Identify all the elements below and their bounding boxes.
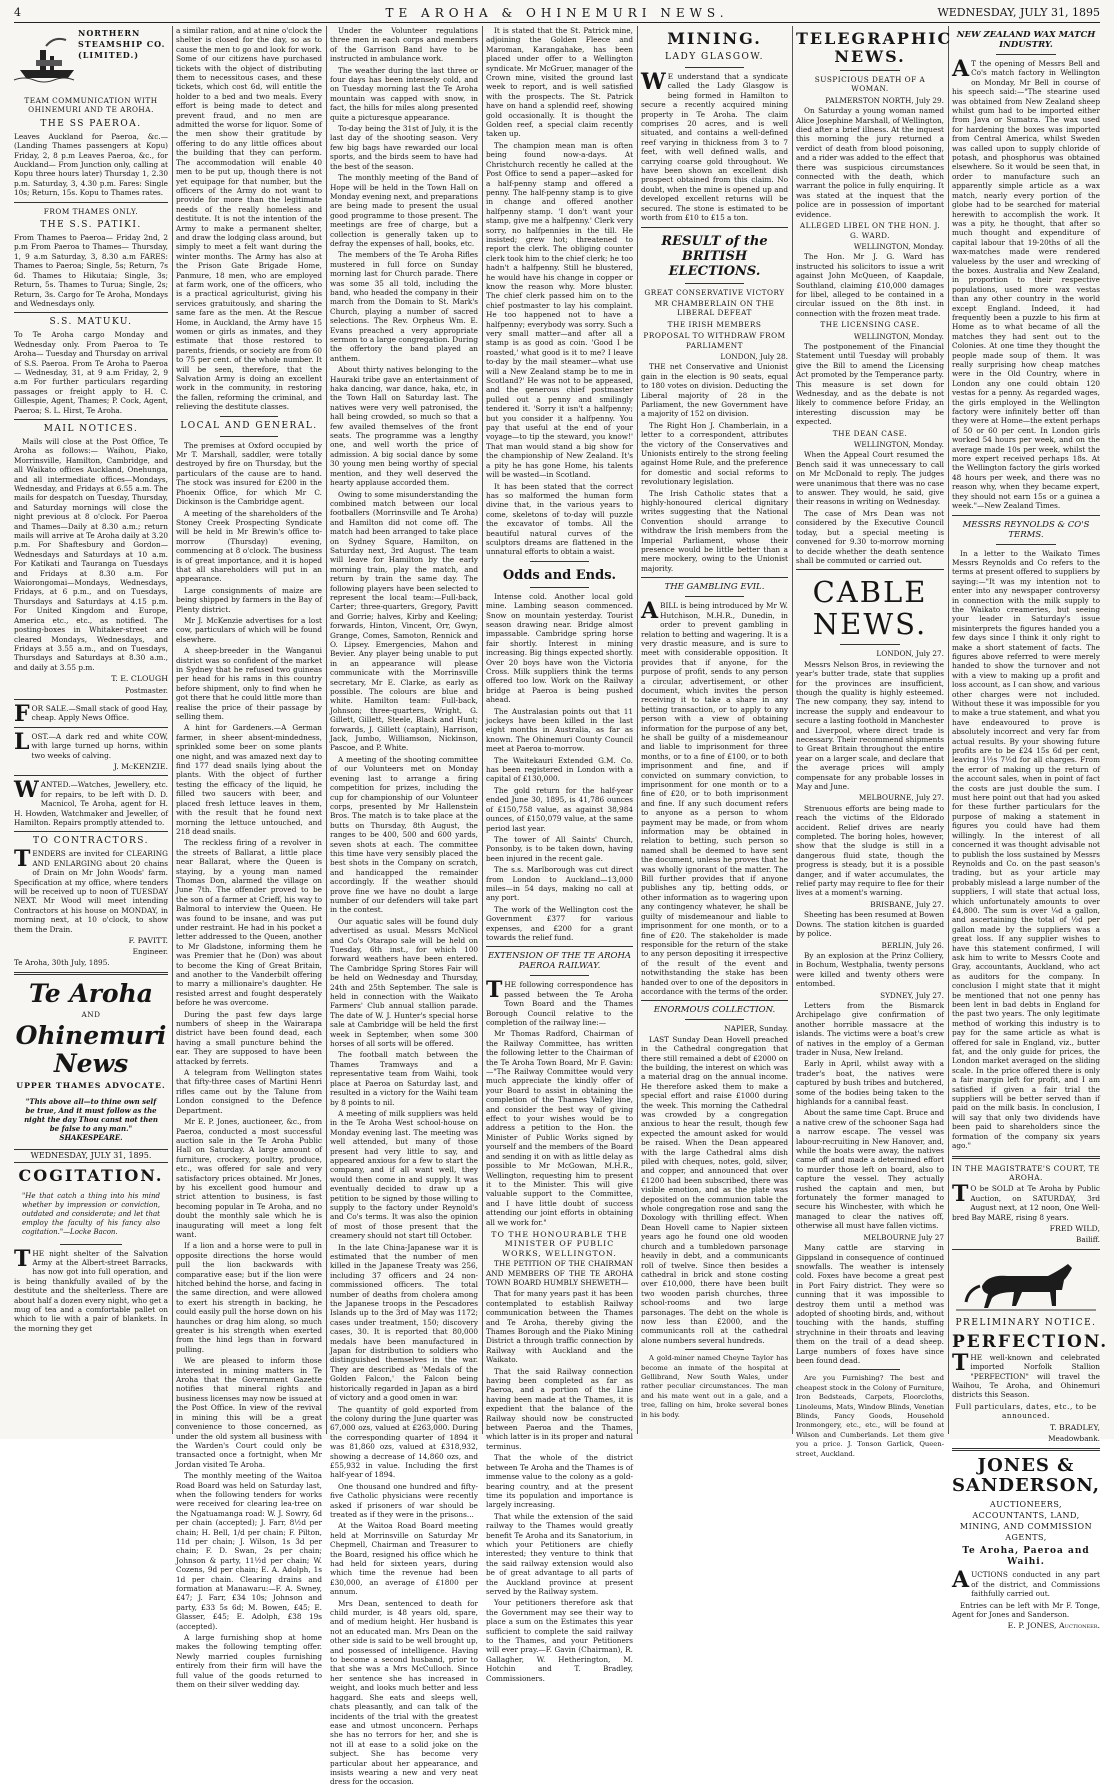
article-paragraph: Full particulars, dates, etc., to be announced.	[955, 1401, 1097, 1421]
divider	[14, 419, 168, 420]
divider	[996, 54, 1055, 55]
running-title: TE AROHA & OHINEMURI NEWS.	[385, 6, 729, 20]
subheading: SUSPICIOUS DEATH OF A WOMAN.	[814, 75, 926, 94]
classified-ad: LOST.—A dark red and white COW, with large turned up horns, within two weeks of calving.	[14, 728, 168, 760]
divider	[840, 70, 899, 71]
ship-name: S.S. MATUKU.	[49, 317, 133, 328]
article-paragraph: A meeting of the shareholders of the Stoney Creek Prospecting Syndicate will be held in Mr Brewin's office to-morrow (Thursday) evening, commencing at 8 o'clock. The business is of great importance, and it is hoped that all shareholders will put in an appearance.	[176, 508, 322, 584]
dateline: BRISBANE, July 27.	[870, 899, 944, 909]
article-paragraph: That while the extension of the said railway to the Thames would greatly benefit Te Aroha and its Sanatorium, in which your Petitioners are chiefly interested; they venture to think that the said railway extension would also be of great advantage to all parts of the Auckland province at present served by the Railway system.	[486, 1511, 633, 1596]
advertiser-services: AUCTIONEERS, ACCOUNTANTS, LAND, MINING, AND COMMISSION AGENTS,	[959, 1500, 1093, 1543]
article-paragraph: Large consignments of maize are being shipped by farmers in the Bay of Plenty district.	[176, 585, 322, 614]
article-paragraph: Many cattle are starving in Gippsland in consequence of continued snowfalls. The weather is intensely cold. Foxes have become a great pest in Port Fairy district. They were so cunning that it was impossible to destroy them until a method was adopted of shooting birds, and, without touching with the hands, stuffing strychnine in their throats and leaving them on the trail of a dead sheep. Large numbers of foxes have since been found dead.	[796, 1243, 944, 1365]
odds-and-ends: Intense cold. Another local gold mine. Lambing season commenced. Snow on mountain yesterday. Tourist season drawing near. Bridge almost impassable. Cambridge spring horse fair shortly. Interest in mining increasing. Big things expected shortly. Over 20 boys have won the Victoria Cross. Milk suppliers think the terms offered too low. Work on the Railway bridge at Paeroa is being pushed ahead.	[486, 591, 633, 705]
article-paragraph: That the whole of the district between Te Aroha and the Thames is of immense value to the colony as a gold-bearing country, and at the present time its population and importance is largely increasing.	[486, 1453, 633, 1510]
article-paragraph: The monthly meeting of the Waitoa Road Board was held on Saturday last, when the following tenders for works were received for clearing lea-tree on the Ngatuamanga road: W. J. Sowry, 6d per chain (accepted); J. Farr, 8½d per chain; H. Bell, 1/d per chain; F. Pilton, 11d per chain; J. Wilson, 1s 3d per chain; F. D. Swan, 2s per chain; Johnson & party, 11½d per chain; W. Cozens, 9d per chain; E. A. Adolph, 1s 1d per chain. Clearing drains and formation at Manawaru:—F. A. Swney, £47; J. Farr, £34 10s; Johnson and party, £33 5s 6d; M. Bowen, £45; E. Glasser, £45; E. Adolph, £38 19s (accepted).	[176, 1471, 322, 1631]
article-paragraph: WE understand that a syndicate called the Lady Glasgow is being formed in Hamilton to secure a recently acquired mining property in Te Aroha. The claim comprises 20 acres, and is well situated, and contains a well-defined reef varying in thickness from 3 to 7 feet, with well defined walls, and carrying coarse gold throughout. We have been shown an excellent dish prospect obtained from this claim. No doubt, when the mine is opened up and developed excellent returns will be secured. The stone is estimated to be worth from £10 to £15 a ton.	[641, 69, 788, 223]
section-heading: TO CONTRACTORS.	[33, 836, 149, 847]
article-paragraph: The tower of All Saints' Church, Ponsonby, is to be taken down, having been injured in the recent gale.	[486, 834, 633, 863]
article-paragraph: LAST Sunday Dean Hovell preached in the Cathedral congregation that there still remained a debt of £2000 on the building, the interest on which was a material drag on the annual income. He therefore asked them to make a special effort and raise £1000 during the week. This morning the Cathedral was crowded by a congregation anxious to hear the result, though few expected the amount asked for would be raised. When the Dean appeared with the large Cathedral alms dish piled with cheques, notes, gold, silver, and copper, and announced that over £1200 had been subscribed, there was visible emotion, and as the plate was deposited on the communion table the whole congregation rose and sang the Doxology with thrilling effect. When Dean Hovell came to Napier sixteen years ago he found one old wooden church and a tumbledown parsonage heavily in debt, and a communicants roll of twelve. Since then besides a cathedral in brick and stone costing over £10,000, there have been built two wooden parish churches, three school-rooms and two large parsonages. The debt on the whole is now less than £2000, and the communicants roll at the cathedral alone numbers several hundreds.	[641, 1034, 788, 1345]
subheading: THE LICENSING CASE.	[820, 320, 920, 330]
article-paragraph: The postponement of the Financial Statement until Tuesday will probably give the Bill to amend the Licensing Act promoted by the Temperance party. This measure is set down for Wednesday, and as the debate is not likely to commence before Friday, an interesting discussion may be expected.	[796, 341, 944, 427]
article-paragraph: That for many years past it has been contemplated to establish Railway communication between the Thames and Te Aroha, thereby giving the Thames Borough and the Piako Mining District a through traffic connection by Railway with Auckland and the Waikato.	[486, 1289, 633, 1365]
newspaper-date: WEDNESDAY, JULY 31, 1895.	[14, 1149, 168, 1162]
steamship-title: NORTHERN STEAMSHIP CO. (LIMITED.)	[78, 28, 166, 60]
article-paragraph: It has been stated that the correct has so malformed the human form divine that, in the various years to come, skeletons of to-day will puzzle the excavator of tombs. All the beautiful natural curves of the sculptors dreams are flattened in the unnatural efforts to obtain a waist.	[486, 481, 633, 557]
article-paragraph: Our aquatic sales will be found duly advertised as usual. Messrs McNicol and Co's Otarapo sale will be held on Tuesday, 6th inst., for which 100 forward weathers have been entered. The Cambridge Spring Stores Fair will be held on Wednesday and Thursday, 24th and 25th September. The sale is held in connection with the Waikato Farmers' Club annual stallion parade. The date of W. J. Hunter's special horse sale at Cambridge will be held the first week in September, when some 300 horses of all sorts will be offered.	[330, 916, 478, 1049]
article-paragraph: AT the opening of Messrs Bell and Co's match factory in Wellington on Monday, Mr Bell in course of his speech said:—"The stearine used was obtained from New Zealand sheep whilst gum had to be imported either from Java or Sumatra. The wax used for hardening the boxes was imported from Central America, whilst Sweden was called upon to supply chloride of potash, and phosphorus was obtained elsewhere. So it would be seen that, in order to manufacture such an apparently simple article as a wax match, nearly every portion of the globe had to be searched for material herewith to accomplish the work. It was a pity, he thought, that after so much thought and expenditure of capital labour that 19-20ths of all the wax-matches made were rendered valueless by the user and wrecking of the boxes. Australia and New Zealand, in proportion to their respective populations, used more wax vestas than any other country in the world except England. Indeed, it had frequently been a puzzle to his firm at Home as to what became of all the matches they had sent out to the Colonies. At one time they thought the people made soup of them. It was really surprising how cheap matches were in the Old Country, where in London any one could obtain 120 vestas for a penny. As regarded wages, the girls employed in the Wellington factory were infinitely better off than they were at Home—the extent perhaps of 50 or 60 per cent. In London girls worked 54 hours per week, and on the average made 10s per week, whilst the more expert received perhaps 18s. At the Wellington factory the girls worked 48 hours per week, and there was no reason why, when they became expert, they should not earn 15s or a guinea a week."—New Zealand Times.	[952, 56, 1100, 511]
petition-heading: TO THE HONOURABLE THE MINISTER OF PUBLIC WORKS, WELLINGTON.	[491, 1229, 628, 1258]
divider	[14, 699, 168, 700]
divider	[220, 436, 278, 437]
signature-title: Bailiff.	[1076, 1235, 1100, 1245]
article-paragraph: The premises at Oxford occupied by Mr T. Marshall, saddler, were totally destroyed by fire on Thursday, but the particulars of the cause are to hand. The stock was insured for £200 in the Phoenix Office, for which Mr C. Dickinson is the Cambridge agent.	[176, 440, 322, 507]
classified-ad: WANTED.—Watches, Jewellery, etc. for repairs, to be left with D. D. Macnicol, Te Aroha, agent for H. H. Howden, Watchmaker and Jeweller, of Hamilton. Repairs promptly attended to.	[14, 777, 168, 827]
article-paragraph: Mr E. P. Jones, auctioneer, &c., from Paeroa, conducted a most successful auction sale in the Te Aroha Public Hall on Saturday. A large amount of furniture, crockery, poultry, produce, etc., was offered for sale and very satisfactory prices obtained. Mr Jones, by his excellent good humour and strict attention to business, is fast becoming popular in Te Aroha, and no doubt the monthly sale which he is inaugurating will meet a long felt want.	[176, 1117, 322, 1239]
divider	[996, 544, 1055, 545]
editorial-title: COGITATION.	[18, 1165, 164, 1185]
divider	[952, 515, 1100, 516]
editorial-quote: "He that catch a thing into his mind whether by impression or conviction, outdated and considerate; and let that employ the faculty of his fancy also cogitation."—Locke Bacon.	[22, 1191, 160, 1236]
article-paragraph: A gold-miner named Cheyne Taylor has become an inmate of the hospital at Gellibrand, New South Wales, under rather peculiar circumstances. The man and his mate went out in a gale, and a tree, falling on him, broke several bones in his body.	[641, 1354, 788, 1419]
motto: "This above all—to thine own self be true, And it must follow as the night the day Thou canst not then be false to any man." SHAKESPEARE.	[24, 1097, 158, 1143]
article-paragraph: One thousand one hundred and fifty-five Catholic physicians were recently asked if prisoners of war should be treated as if they were in the prisons...	[330, 1481, 478, 1519]
article-paragraph: The Hon. Mr J. G. Ward has instructed his solicitors to issue a writ against John McQueen, of Kaapdale, Southland, claiming £10,000 damages for libel, alleged to be contained in a circular issued on the 8th inst. in connection with the frozen meat trade.	[796, 252, 944, 318]
article-paragraph: A meeting of the shooting committee of our Volunteers met on Monday evening last to arrange a firing competition for prizes, including the cup for championship of our Volunteer corps, presented by Mr Hallenstein Bros. The match is to take place at the butts on Thursday, 8th August, the ranges to be 400, 500 and 600 yards, seven shots at each. The committee this time have very sensibly placed the best shots in the Company on scratch, and handicapped the remainder accordingly. If the weather should prove fine we have no doubt a large number of our defenders will take part in the contest.	[330, 754, 478, 915]
article-paragraph: It is stated that the St. Patrick mine, adjoining the Golden Fleece and Maroman, Karangahake, has been placed under offer to a Wellington syndicate. Mr McGruer, manager of the Crown mine, visited the ground last week to report, and is well satisfied with the prospects. The St. Patrick have on hand a splendid reef, showing gold occasionally. It is thought the Golden reef, a special claim recently taken up.	[486, 26, 633, 139]
divider	[840, 1369, 899, 1370]
article-paragraph: A hint for Gardeners.—A German farmer, in sheer absent-mindedness, sprinkled some beer on some plants one night, and was amazed next day to find 177 dead snails lying about the plants. With the object of further testing the efficacy of the liquid, he filled two saucers with beer, and placed fresh lettuce leaves in them, with the result that he found next morning the lettuce untouched, and 218 dead snails.	[176, 723, 322, 836]
dateline: WELLINGTON, Monday.	[853, 331, 944, 341]
column-rule	[637, 26, 638, 1434]
page-header	[14, 4, 1100, 23]
article-paragraph: The reckless firing of a revolver in the streets of Ballarat, a little place near Ballarat, where the Queen is staying, by a young man named Thomas Don, alarmed the village on June 7th. The offender proved to be the son of a farmer at Crieff, his way to Balmoral to interview the Queen. He was found to be insane, and was put under restraint. He had in his pocket a letter addressed to the Queen, another to Mr Gladstone, informing them he was Premier that he (Don) was about to become the King of Great Britain, and another to the Vanderbilt offering to marry a millionaire's daughter. He resisted arrest and fought desperately before he was overcome.	[176, 838, 322, 1008]
dateline: LONDON, July 28.	[720, 351, 788, 361]
article-paragraph: The s.s. Marlborough was cut direct from London to Auckland—13,000 miles—in 54 days, making no call at any port.	[486, 865, 633, 903]
divider	[685, 1019, 744, 1020]
dateline: MELBOURNE, July 27.	[858, 793, 944, 803]
advertiser-locations: Te Aroha, Paeroa and Waihi.	[962, 1546, 1090, 1568]
article-paragraph: a similar ration, and at nine o'clock the shelter is closed for the day, so as to cause the men to go and look for work. Some of our citizens have purchased tickets with the object of distributing them to necessitous cases, and these tickets, which cost 6d, will entitle the holder to a bed and two meals. Every effort is being made to detect and prevent fraud, and no men are admitted the worse for liquor. Some of the men show their gratitude by offering to do any little offices about the building that they can perform. The accommodation will enable 40 men to be put up, though there is not yet equipage for that number, but the officers of the Army do not want to provide for more than the legitimate needs of the really homeless and destitute. It is not the intention of the Army to make a permanent shelter, and draw the lodging class around, but simply to meet a felt want during the winter months. The Army has also at the Prison Gate Brigade Home, Panmure, 18 men, who are employed at farm work, one of the officers, who is a practical agriculturist, giving his services gratuitously, and sharing the same fare as the men. At the Rescue Home, in Auckland, the Army have 15 women or girls as inmates, and they estimate that those restored to parents, friends, or society are from 60 to 75 per cent. of the whole number. It will be seen, therefore, that the Salvation Army is doing an excellent work in the community, in restoring the fallen, reforming the criminal, and relieving the destitute classes.	[176, 26, 322, 412]
article-paragraph: The monthly meeting of the Band of Hope will be held in the Town Hall on Monday evening next, and preparations are being made to present the usual good programme to those present. The meetings are free of charge, but a collection is generally taken up to defray the expenses of hall, books, etc.	[330, 173, 478, 248]
divider	[952, 1249, 1100, 1250]
article-paragraph: About thirty natives belonging to the Hauraki tribe gave an entertainment of haka dancing, war dance, haka, etc, in the Town Hall on Saturday last. The natives were very well patronised, the hall being crowded, so much so that a few availed themselves of the front seats. The programme was a lengthy one, and well worth the price of admission. A big social dance by some 30 young men being worthy of special mention, and they well deserved the hearty applause accorded them.	[330, 365, 478, 488]
dateline: Te Aroha, 30th July, 1895.	[14, 957, 110, 967]
timetable: Leaves Auckland for Paeroa, &c.— (Landing Thames passengers at Kopu) Friday, 2, 8 p.m Leaves Paeroa, &c., for Auckland— From Junction only, calling at Kopu three hours later) Thursday 1, 2.30 p.m. Saturday, 3, 4.30 p.m. Fares: Single 10s; Return, 15s. Kopu to Thames rates.	[14, 131, 168, 198]
subheading: GREAT CONSERVATIVE VICTORY	[644, 287, 785, 297]
subheading: THE DEAN CASE.	[832, 428, 908, 438]
column-rule	[326, 26, 327, 1434]
signature: E. P. JONES, Auctioneer.	[1007, 1621, 1100, 1631]
article-paragraph: A meeting of milk suppliers was held in the Te Aroha West school-house on Monday evening last. The meeting was well attended, but many of those present had very little to say, and appeared anxious for a few to start the company, and if all want well, they would then come in and supply. It was eventually decided to draw up a petition to be signed by those willing to supply to the factory under Reynold's and Co's terms. It was also the opinion of most of those present that the creamery should not start till October.	[330, 1108, 478, 1241]
article-paragraph: By an explosion at the Prinz Colliery, in Bochum, Westphalia, twenty persons were killed and twenty others were entombed.	[796, 950, 944, 989]
signature: F. PAVITT.	[128, 936, 168, 946]
article-paragraph: In a letter to the Waikato Times Messrs Reynolds and Co refers to the terms at present offered to suppliers by saying:—"It was my intention not to enter into any newspaper controversy in connection with the milk supply to the Waikato creameries, but seeing your leader in Saturday's issue misinterprets the figures handed you a few days since I think it only right to make a short statement of facts. The figures above referred to were merely handed to show the turnover and not with a view to making up a profit and loss account, as I can show, and various other charges were not included. Without these it was impossible for you to make a true statement, and what you have endeavoured to prove is absolutely incorrect and very far from actual results. By your showing future profits are to be £24 15s 6d per cent, leaving 1½s 7½d for all charges. From the error of making up the return of the account sales, when in point of fact the costs are just double the sum. I must here point out that had you asked for these further particulars for the purpose of making a statement in figures you could have had them willingly. In the interest of all concerned it was thought advisable not to publish the loss sustained by Messrs Reynolds and Co. on the past season's trading, but as your article may probably mislead a large number of the suppliers, I will state that actual loss, which unfortunately amounts to over £4,800. The sum is over ¼d a gallon, and ascertaining the total of ½d per gallon made by the suppliers was a great loss. If any supplier wishes to have this statement confirmed, I will ask him to write to Messrs Coote and Gray, accountants, Auckland, who act as auditors for the company. In conclusion I might state that it might be mentioned that not one penny has been lent in bad debts in England for the past two years. The only legitimate method of working this industry is to pay for the same article as what is offered for sale in England, viz., butter fat, and the only guide for prices, the London market averaged on the sliding scale. In the price offered there is only a fair margin left for profit, and I am satisfied if given a fair trial the suppliers will be better served than if paid on the milk basis. In conclusion, I will say that only two dividends have been paid to shareholders since the formation of the company six years ago."	[952, 548, 1100, 1151]
article-paragraph: During the past few days large numbers of sheep in the Wairarapa district have been found dead, each having a small puncture behind the ear. They are supposed to have been attacked by ferrets.	[176, 1009, 322, 1066]
issue-date: WEDNESDAY, JULY 31, 1895	[937, 6, 1100, 19]
newspaper-subtitle: UPPER THAMES ADVOCATE.	[16, 1080, 166, 1090]
timetable: From Thames to Paeroa— Friday 2nd, 2 p.m From Paeroa to Thames— Thursday, 1, 9 a.m Saturday, 3, 8.30 a.m FARES: Thames to Paeroa; Single, 5s; Return, 7s 6d. Thames to Hikutaia; Single, 3s; Return, 5s. Thames to Turua; Single, 2s; Return, 3s. Cargo for Te Aroha, Mondays and Wednesdays only.	[14, 233, 168, 308]
dateline: NAPIER, Sunday.	[724, 1024, 788, 1034]
signature: J. McKENZIE.	[113, 761, 168, 771]
divider	[952, 1156, 1100, 1159]
section-heading: TELEGRAPHIC NEWS.	[796, 29, 953, 66]
dateline: BERLIN, July 26.	[881, 940, 944, 950]
section-heading: CABLE NEWS.	[812, 575, 928, 642]
article-paragraph: Mr Thomas Radford, Chairman of the Railway Committee, has written the following letter to the Chairman of the Te Aroha Town Board, Mr F. Gavin:—"The Railway Committee would very much appreciate the kindly offer of your Board to assist in obtaining the completion of the Thames Valley line, and consider the best way of giving effect to your wishes would be to address a petition to the Hon. the Minister of Public Works signed by yourself and the members of the Board and sending it on with as little delay as possible to Mr McGowan, M.H.R., Wellington, requesting him to present it to the Minister. This will give valuable support to the Committee, and I have little doubt of success attending our joint efforts in obtaining all we work for."	[486, 1029, 633, 1227]
divider	[840, 644, 899, 645]
signature: FRED WILD,	[1049, 1223, 1100, 1233]
advertisement: AUCTIONS conducted in any part of the district, and Commissions faithfully carried out.	[952, 1567, 1100, 1599]
article-paragraph: The Australasian points out that 11 jockeys have been killed in the last eight months in Australia, as far as known. The Ohinemuri County Council meet at Paeroa to-morrow.	[486, 706, 633, 754]
article-paragraph: The football match between the Thames Tramways and a representative team from Waihi, took place at Paeroa on Saturday last, and resulted in a victory for the Waihi team by 8 points to nil.	[330, 1050, 478, 1107]
newspaper-title: Te Aroha	[29, 979, 153, 1009]
article-paragraph: A telegram from Wellington states that fifty-three cases of Martini Henri rifles came out by the Talune from London consigned to the Defence Department.	[176, 1068, 322, 1115]
article-paragraph: About the same time Capt. Bruce and a native crew of the schooner Saga had a narrow escape. The vessel was labour-recruiting in New Hanover, and, while the boats were away, the natives came off and made a determined effort to murder those left on board, also to capture the vessel. They actually rushed the captain and men, but fortunately the former managed to secure his Winchester, with which he managed to clear the natives off, otherwise all must have fallen victims.	[796, 1108, 944, 1231]
subheading: LADY GLASGOW.	[665, 52, 764, 62]
dateline: WELLINGTON, Monday.	[853, 440, 944, 450]
article-paragraph: The champion mean man is often being found now-a-days. At Christchurch recently he called at the Post Office to send a paper—asked for a half-penny stamp and offered a penny. The half-penny stamp is to give in change and offered another halfpenny stamp. 'I don't want your stamp, give me a halfpenny.' Clerk very sorry, no halfpennies in the till. He insisted; grew hot; threatened to report the clerk. The obliging counter clerk took him to the chief clerk; he too hadn't a halfpenny. Still he blustered, he would have his change in copper or know the reason why. More bluster. The chief clerk passed him on to the chief postmaster to lay his complaint. He too happened not to have a halfpenny; everybody was sorry. Such a very small matter—and after all a stamp is as good as coin. 'Good I be roasted,' what good is it to me? I leave to-day by the mail steamer—what use will a New Zealand stamp be to me in Scotland?' He was not to be appeased, and the generous chief postmaster pulled out a penny and smilingly tendered it. 'Sorry it isn't a halfpenny; but you consider it a halfpenny. You pay that useful at the end of your voyage—to tip the steward, you know!' That man would stand a big show for the championship of New Zealand. It's a pity he has gone Home, his talents will be wasted—in Scotland.	[486, 140, 633, 480]
section-heading: MINING.	[667, 29, 762, 48]
newspaper-title-and: AND	[81, 1010, 101, 1020]
article-paragraph: The Waitekauri Extended G.M. Co. has been registered in London with a capital of £130,000.	[486, 755, 633, 784]
page-number: 4	[14, 6, 21, 19]
article-paragraph: Under the Volunteer regulations three men in each corps and members of the Garrison Band have to be instructed in ambulance work.	[330, 26, 478, 64]
article-paragraph: Early in April, whilst away with a trader's boat, the natives were captured by bush tribes and butchered, some of the bodies being taken to the highlands for a cannibal feast.	[796, 1059, 944, 1106]
section-heading: ENORMOUS COLLECTION.	[653, 1005, 776, 1016]
petition-preamble: THE PETITION OF THE CHAIRMAN AND MEMBERS OF THE TE AROHA TOWN BOARD HUMBLY SHEWETH—	[486, 1259, 633, 1287]
dateline: MELBOURNE July 27	[863, 1232, 944, 1242]
divider	[60, 1244, 122, 1245]
column-7	[952, 26, 1109, 1631]
column-rule	[948, 26, 949, 1434]
section-heading: Odds and Ends.	[502, 567, 617, 583]
article-paragraph: Strenuous efforts are being made to reach the victims of the Eldorado accident. Relief drives are nearly completed. The boring holes, however, show that the sludge is still in a dangerous fluid state, though the progress is steady, but it is a possible danger, and if water accumulates, the relief party may require to flee for their lives at a moment's warning.	[796, 803, 944, 898]
subheading: ALLEGED LIBEL ON THE HON. J. G. WARD.	[799, 221, 941, 240]
article-paragraph: Owing to some misunderstanding the combined match between our local footballers (Morrinsville and Te Aroha) and Hamilton did not come off. The match had been arranged to take place on Sydney Square, Hamilton, on Saturday next, 3rd August. The team will leave for Hamilton by the early morning train, play the match, and return by train the same day. The following players have been selected to represent the local team:—Full-back, Carter; three-quarters, Gregory, Pavitt and Gorrie; halves, Kirby and Keeling; forwards, Hinton, Vincent, Orr, Gwyn, Grange, Comes, Samoton, Rennick and O. Lipsey. Emergencies, Mahon and Bevier. Any player being unable to put in an appearance will please communicate with the Morrinsville secretary, Mr E. Clarke, as early as possible. The colours are blue and white. Hamilton team: Full-back, Johnson; three-quarters, Wright, G. Gillett, Gillett, Steele, Black and Hunt; forwards, J. Gillett (captain), Harrison, Jack, Jumbo, Williamson, Nickinson, Pascoe, and P. White.	[330, 489, 478, 753]
divider	[952, 1448, 1100, 1451]
divider	[486, 946, 633, 947]
dateline: PALMERSTON NORTH, July 29.	[825, 95, 944, 105]
divider	[530, 561, 589, 562]
column-3	[330, 26, 478, 1787]
article-paragraph: The Right Hon J. Chamberlain, in a letter to a correspondent, attributes the victory of the Conservatives and Unionists entirely to the strong feeling against Home Rule, and the preference for domestic and social reforms to revolutionary legislation.	[641, 420, 788, 487]
section-heading: MESSRS REYNOLDS & CO'S TERMS.	[962, 519, 1090, 540]
divider	[14, 775, 168, 776]
ship-name: THE S.S. PATIKI.	[40, 220, 142, 231]
subheading: THE IRISH MEMBERS	[667, 319, 762, 329]
dateline: WELLINGTON, Monday.	[853, 241, 944, 251]
article-paragraph: The case of Mrs Dean was not considered by the Executive Council today, but a special meeting is convened for 9.30 to-morrow morning to decide whether the death sentence shall be commuted or carried out.	[796, 508, 944, 565]
column-rule	[172, 26, 173, 1434]
divider	[530, 587, 589, 588]
timetable: To Te Aroha cargo Monday and Wednesday only. From Paeroa to Te Aroha— Tuesday and Thursday on arrival of S.S. Paeroa. From Te Aroha to Paeroa— Wednesday, 31, at 9 a.m Friday, 2, 9 a.m For further particulars regarding passages or freight apply to H. C. Gillespie, Agent, Thames; P. Cock, Agent, Paeroa; S. L. Hirst, Te Aroha.	[14, 330, 168, 415]
divider	[14, 202, 168, 203]
article-paragraph: A sheep-breeder in the Wanganui district was so confident of the market in Sydney that he refused two guineas per head for his rams in this country before shipment, only to find when he got there that he could little more than realise the price of their passage by selling them.	[176, 646, 322, 722]
divider	[220, 416, 278, 417]
signature-title: Postmaster.	[125, 685, 168, 695]
column-rule	[482, 26, 483, 1434]
advertisement: Are you Furnishing? The best and cheapest stock in the Colony of Furniture, Iron Bedsteads, Carpets, Floorcloths, Linoleums, Mats, Window Blinds, Venetian Blinds, Fancy Goods, Household Ironmongery, etc., etc., will be found at Wilson and Cumberlands. Let them give you a price. J. Tonson Garlick, Queen-street, Auckland.	[796, 1374, 944, 1458]
section-heading: LOCAL AND GENERAL.	[180, 420, 318, 431]
subheading: PROPOSAL TO WITHDRAW FROM PARLIAMENT	[643, 331, 786, 350]
column-1	[14, 26, 168, 1434]
divider	[685, 1349, 744, 1350]
tender-notice: TENDERS are invited for CLEARING AND ENLARGING about 20 chains of Drain on Mr John Woods' farm. Specification at my office, where tenders will be received up to noon of TUESDAY NEXT. Mr Wood will meet intending Contractors at his house on MONDAY, in morning next, at 10 o'clock, to show them the Drain.	[14, 846, 168, 934]
signature-title: Engineer.	[132, 947, 168, 957]
article-paragraph: When the Appeal Court resumed the Bench said it was unnecessary to call on Mr McDonald to reply. The judges were unanimous that there was no case to answer. They would, he said, give their reasons in writing on Wednesday.	[796, 450, 944, 507]
article-paragraph: The Irish Catholic states that a highly-honoured clerical dignitary writes suggesting that the National Convention should arrange to withdraw the Irish members from the Imperial Parliament, whose their presence would be little better than a mere mockery, owing to the Unionist majority.	[641, 488, 788, 573]
section-heading: MAIL NOTICES.	[43, 423, 139, 434]
editorial-text: THE night shelter of the Salvation Army at the Albert-street Barracks, has now got into full operation, and is being thankfully availed of by the destitute and the shelterless. There are about half a dozen every night, who get a mug of tea and a comfortable pallet on which to lie with a pair of blankets. In the morning they get	[14, 1245, 168, 1333]
ship-name: THE SS PAEROA.	[40, 118, 142, 129]
section-heading: IN THE MAGISTRATE'S COURT, TE AROHA.	[952, 1163, 1100, 1182]
signature: T. E. CLOUGH	[111, 674, 168, 684]
column-6	[796, 26, 953, 1458]
divider	[641, 227, 788, 228]
article-paragraph: A large furnishing shop at home makes the following tempting offer. Newly married couples furnishing entirely from their firm will have the full value of the goods returned to them on their silver wedding day.	[176, 1633, 322, 1690]
article-paragraph: The gold return for the half-year ended June 30, 1895, is 41,786 ounces of £150,758 value, as against 38,984 ounces, of £150,079 value, at the same period last year.	[486, 785, 633, 833]
column-2	[176, 26, 322, 1690]
divider	[14, 727, 168, 728]
article-paragraph: The members of the Te Aroha Rifles mustered in full force on Sunday morning last for Church parade. There was some 35 all told, including the band, who headed the company in their march from the Domain to St. Mark's Church, playing a number of sacred selections. The Rev. Orpheus Wm. E. Evans preached a very appropriate sermon to a large congregation. During the offertory the band played an anthem.	[330, 250, 478, 363]
column-5	[641, 26, 788, 1434]
article-paragraph: ABILL is being introduced by Mr W. Hutchison, M.H.R., Dunedin, in order to prevent gambling in relation to betting and wagering. It is a very drastic measure, and is sure to meet with considerable opposition. It provides that if anyone, for the purpose of profit, sends to any person a circular, advertisement, or other document, which invites the person receiving it to take a share in any betting transaction, or to apply to any person with a view of obtaining information for the purpose of any bet, he shall be guilty of a misdemeanour and liable to imprisonment for three months, or to a fine of £100, or to both imprisonment and fine, and if convicted on summary conviction, to imprisonment for one month or to a fine of £20, or to both imprisonment and fine. If any such document refers to anyone as a person to whom payment may be made, or from whom information may be obtained in relation to betting, such person so named shall be deemed to have sent the document, unless he proves that he was wholly ignorant of the matter. The Bill further provides that if anyone publishes any tip, betting odds, or other information as to wagering upon any contingency whatever, he shall be guilty of misdemeanour and liable to imprisonment for one month, or to a fine of £20. The stakeholder is made responsible for the return of the stake to any person depositing it irrespective of the result of the event and notwithstanding the stake has been handed over to one of the depositors in accordance with the terms of the order.	[641, 598, 788, 996]
section-heading: THE GAMBLING EVIL.	[664, 582, 765, 593]
advertisement: Entries can be left with Mr F. Tonge, Agent for Jones and Sanderson.	[952, 1600, 1100, 1620]
article-paragraph: THE following correspondence has passed between the Te Aroha Town Board and the Thames Borough Council relative to the completion of the railway line:—	[486, 977, 633, 1027]
section-heading: FROM THAMES ONLY.	[43, 206, 139, 216]
subheading: MR CHAMBERLAIN ON THE LIBERAL DEFEAT	[654, 298, 775, 318]
divider	[14, 831, 168, 832]
divider	[530, 975, 589, 976]
divider	[14, 312, 168, 313]
article-paragraph: That the said Railway connection having been completed as far as Paeroa, and a portion of the Line having been made at the Thames, it is expedient that the balance of the Railway should now be constructed between Paeroa and the Thames, which latter is in its proper and natural terminus.	[486, 1366, 633, 1451]
steamship-subtitle: TEAM COMMUNICATION WITH OHINEMURI AND TE AROHA.	[24, 96, 158, 115]
section-heading: EXTENSION OF THE TE AROHA PAEROA RAILWAY.	[487, 951, 632, 972]
mail-notice-text: Mails will close at the Post Office, Te Aroha as follows:— Waihou, Piako, Morrinsville, Hamilton, Cambridge, and all Waikato offices Auckland, Onehunga, and all intermediate offices—Mondays, Wednesday, and Fridays at 6.55 a.m. The mails for despatch on Tuesday, Thursday, and Saturday mornings will close the night previous at 8 o'clock. For Paeroa and Thames—Daily at 8.30 a.m.; return mails will arrive at Te Aroha daily at 3.20 p.m. For Shaftesbury and Gordon—Wednesdays and Saturdays at 10 a.m. For Katikati and Tauranga on Tuesdays and Fridays at 8.30 a.m. For Waiorongomai—Mondays, Wednesdays, Fridays, at 6 p.m., and on Tuesdays, Thursdays and Saturdays at 4.15 p.m. For United Kingdom and Europe, America etc., etc., as notified. The posting-boxes in Whitaker-street are cleared Mondays, Wednesdays, and Fridays at 3.55 a.m., and on Tuesdays, Thursdays and Saturdays at 8.30 a.m., and daily at 3.55 p.m.	[14, 436, 168, 672]
article-paragraph: In the late China-Japanese war it is estimated that the number of men killed in the Japanese Treaty was 256, including 37 officers and 24 non-commissioned officers. The total number of deaths from cholera among the Japanese troops in the Pescadores Islands up to the 3rd of May was 1172; cases under treatment, 150; discovery cases, 30. It is reported that 80,000 medals have been manufactured in Japan for distribution to soldiers who distinguished themselves in the war. They are described as 'Medals of the Golden Falcon,' the Falcon being historically regarded in Japan as a bird of victory and a good omen in war.	[330, 1242, 478, 1403]
divider	[14, 972, 168, 975]
article-paragraph: Sheeting has been resumed at Bowen Downs. The station kitchen is guarded by police.	[796, 910, 944, 939]
dateline: LONDON, July 27.	[876, 649, 944, 659]
section-heading: PRELIMINARY NOTICE.	[955, 1317, 1097, 1328]
column-4	[486, 26, 633, 1683]
advertiser-name: JONES & SANDERSON,	[952, 1455, 1100, 1497]
newspaper-title: Ohinemuri News	[15, 1020, 167, 1078]
article-paragraph: Your petitioners therefore ask that the Government may see their way to place a sum on the Estimates this year sufficient to complete the said railway to the Thames, and your Petitioners will ever pray.—F. Gavin (Chairman), R. Gallagher, W. Hetherington, M. Hotchin and T. Bradley, Commissioners.	[486, 1598, 633, 1683]
article-paragraph: The work of the Wellington cost the Government £377 for various expenses, and £200 for a grant towards the relief fund.	[486, 904, 633, 942]
article-paragraph: The quantity of gold exported from the colony during the June quarter was 67,000 ozs, valued at £263,000. During the corresponding quarter of 1894 it was 81,860 ozs, valued at £318,932, showing a decrease of 14,860 ozs, and £55,932 in value. Including the first half-year of 1894.	[330, 1404, 478, 1480]
auction-notice: TO be SOLD at Te Aroha by Public Auction, on SATURDAY, 3rd August next, at 12 noon, One Well-bred Bay MARE, rising 8 years.	[952, 1181, 1100, 1222]
article-paragraph: At the Waitoa Road Board meeting held at Morrinsville on Saturday Mr Chepmell, Chairman and Treasurer to the Board, resigned his office which he had held for sixteen years, during which time the revenue had been £30,000, an average of £1800 per annum.	[330, 1521, 478, 1597]
article-paragraph: Mr J. McKenzie advertises for a lost cow, particulars of which will be found elsewhere.	[176, 615, 322, 644]
signature-title: Meadowbank.	[1048, 1434, 1100, 1443]
dateline: SYDNEY, July 27.	[880, 990, 944, 1000]
horse-icon	[952, 1254, 1100, 1314]
article-paragraph: THE net Conservative and Unionist gain in the election is 90 seats, equal to 180 votes on division. Deducting the Liberal majority of 28 in the Parliament, the new Government have a majority of 152 on division.	[641, 362, 788, 419]
article-paragraph: Letters from the Bismarck Archipelago give confirmation of another horrible massacre at the islands. The victims were a boat's crew of natives in the employ of a German trader in Nusa, New Ireland.	[796, 1000, 944, 1057]
article-paragraph: Messrs Nelson Bros, in reviewing the year's butter trade, state that supplies for the provinces are insufficient, though the quality is highly esteemed. The new company, they say, intend to increase the supply and endeavour to secure a lasting foothold in Manchester and Liverpool, where direct trade is necessary. Their recommend shipments to Great Britain throughout the entire year on a larger scale, and declare that the average prices will amply compensate for any probable losses in May and June.	[796, 659, 944, 791]
section-heading: NEW ZEALAND WAX MATCH INDUSTRY.	[956, 30, 1096, 50]
article-paragraph: If a lion and a horse were to pull in opposite directions the horse would pull the lion backwards with comparative ease; but if the lion were hitched behind the horse, and facing in the same direction, and were allowed to exert his strength in backing, he could easily pull the horse down on his haunches or drag him along, so much greater is his strength when exerted from the hind legs than in forward pulling.	[176, 1241, 322, 1354]
article-paragraph: We are pleased to inform those interested in mining matters in Te Aroha that the Government Gazette notifies that mineral rights and business licenses may now be issued at the Post Office. In view of the revival in mining this will be a great convenience to those concerned, as under the old system all business with the Warden's Court could only be transacted once a fortnight, when Mr Jordan visited Te Aroha.	[176, 1356, 322, 1469]
divider	[685, 596, 744, 597]
article-paragraph: THE well-known and celebrated imported Norfolk Stallion "PERFECTION" will travel the Waihou, Te Aroha, and Ohinemuri districts this Season.	[952, 1349, 1100, 1400]
classified-ad: FOR SALE.—Small stack of good Hay, cheap. Apply News Office.	[14, 700, 168, 727]
article-paragraph: Mrs Dean, sentenced to death for child murder, is 48 years old, spare, and of medium height. Her husband is not an educated man. Mrs Dean on the other side is said to be well brought up, and possessed of intelligence. Having to become a second husband, prior to that she was a Mrs McCulloch. Since her sentence she has increased in weight, and looks much better and less haggard. She eats and sleeps well, chats pleasantly, and can talk of the incidents of the trial with the greatest ease and utmost unconcern. Perhaps she has no terrors for her, and she is not ill at ease to a solid joke on the subject. She has become very particular about her appearance, and insists wearing a new and very neat dress for the occasion.	[330, 1598, 478, 1787]
column-rule	[792, 26, 793, 1434]
divider	[796, 569, 944, 570]
stallion-name: PERFECTION.	[952, 1331, 1109, 1352]
article-paragraph: The weather during the last three or four days has been intensely cold, and on Tuesday morning last the Te Aroha mountain was capped with snow, in fact, the hills for miles along presented quite a picturesque appearance.	[330, 65, 478, 122]
divider	[685, 283, 744, 284]
signature: T. BRADLEY,	[1050, 1422, 1100, 1432]
article-paragraph: To-day being the 31st of July, it is the last day of the shooting season. Very few big bags have rewarded our local sports, and the birds seem to have had the best of the season.	[330, 124, 478, 171]
divider	[641, 1000, 788, 1001]
article-paragraph: On Saturday a young woman named Alice Josephine Marshall, of Wellington, died after a brief illness. At the inquest this morning the jury returned a verdict of death from blood poisoning, and a rider was added to the effect that there was suspicious circumstances connected with the death, which warrant the police in fully enquiring. It was stated at the inquest that the police are in possession of important evidence.	[796, 106, 944, 219]
section-heading: RESULT of the BRITISH ELECTIONS.	[661, 233, 768, 279]
divider	[641, 577, 788, 578]
divider	[685, 67, 744, 68]
